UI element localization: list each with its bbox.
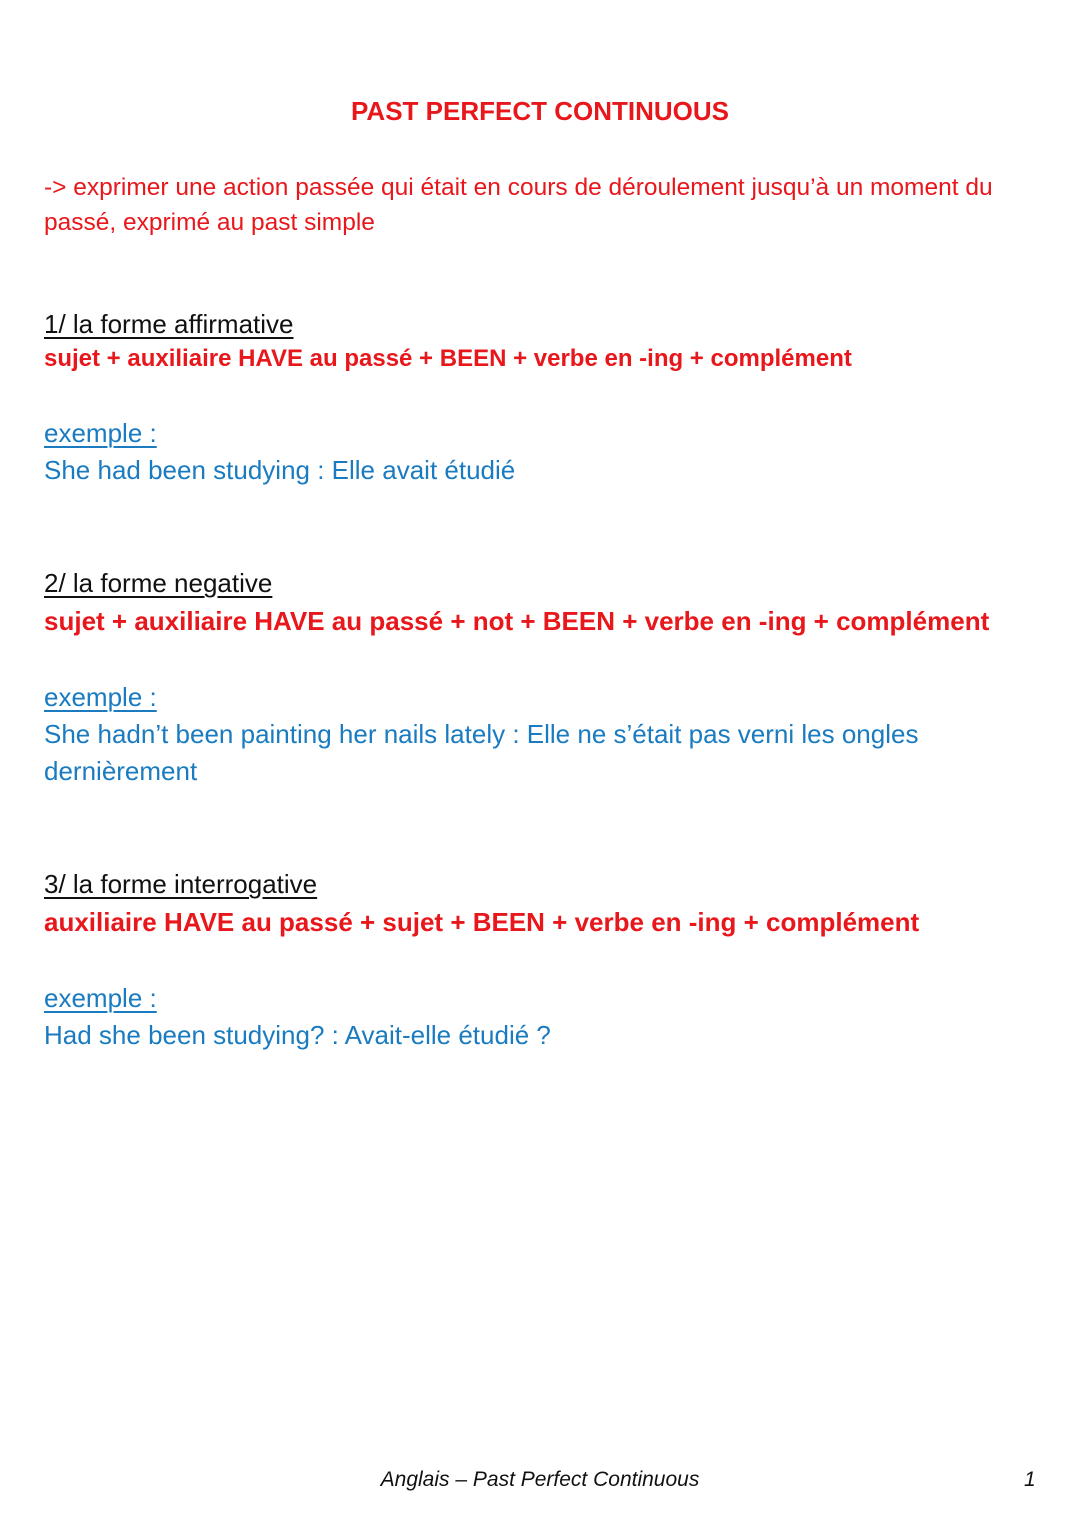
section-heading-affirmative: 1/ la forme affirmative [44,309,294,339]
example-label-negative: exemple : [44,682,157,712]
document-title: PAST PERFECT CONTINUOUS [351,96,729,126]
rule-affirmative: sujet + auxiliaire HAVE au passé + BEEN + verbe en -ing + complément [44,345,852,372]
rule-negative: sujet + auxiliaire HAVE au passé + not + BEEN + verbe en -ing + complément [44,606,990,636]
intro-text: -> exprimer une action passée qui était en cours de déroulement jusqu’à un moment du passé, exprimé au past simple [44,174,993,236]
example-label-interrogative: exemple : [44,983,157,1013]
rule-interrogative: auxiliaire HAVE au passé + sujet + BEEN + verbe en -ing + complément [44,907,920,937]
page-number: 1 [1024,1468,1036,1491]
example-text-negative: She hadn’t been painting her nails lately : Elle ne s’était pas verni les ongles dernièrement [44,719,919,786]
section-heading-interrogative: 3/ la forme interrogative [44,869,318,899]
footer-title: Anglais – Past Perfect Continuous [380,1468,700,1491]
example-text-affirmative: She had been studying : Elle avait étudié [44,455,516,485]
example-text-interrogative: Had she been studying? : Avait-elle étudié ? [44,1020,551,1050]
example-label-affirmative: exemple : [44,418,157,448]
section-heading-negative: 2/ la forme negative [44,568,273,598]
